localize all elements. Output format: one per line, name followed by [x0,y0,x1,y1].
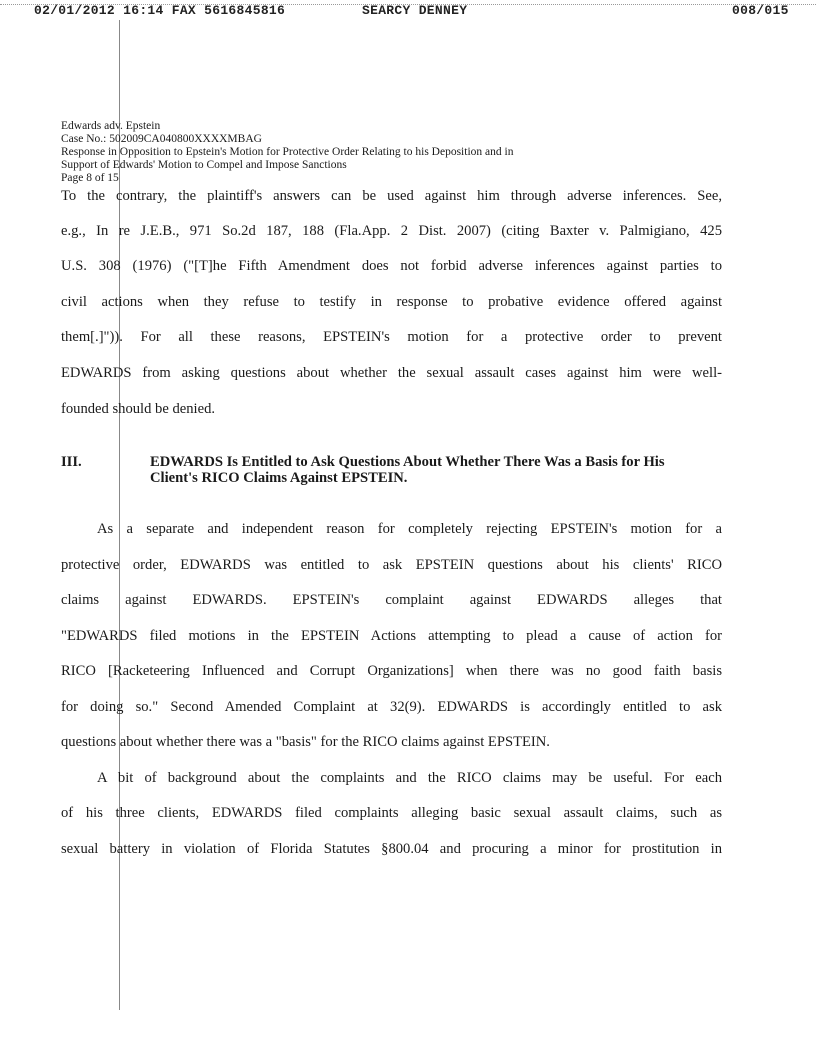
fax-datetime: 02/01/2012 16:14 FAX 5616845816 [34,3,286,18]
text-line: sexual battery in violation of Florida Statutes §800.04 and procuring a minor for prostitution in [61,841,722,857]
text-line: "EDWARDS filed motions in the EPSTEIN Actions attempting to plead a cause of action for [61,628,722,644]
fax-sender: SEARCY DENNEY [362,3,468,18]
text-line: U.S. 308 (1976) ("[T]he Fifth Amendment does not forbid adverse inferences against parties to [61,258,722,274]
fax-page-number: 008/015 [732,3,789,18]
text-line: RICO [Racketeering Influenced and Corrupt Organizations] when there was no good faith basis [61,663,722,679]
text-line: questions about whether there was a "basis" for the RICO claims against EPSTEIN. [61,734,550,750]
case-name: Edwards adv. Epstein [61,120,161,132]
text-line: A bit of background about the complaints and the RICO claims may be useful. For each [97,770,722,786]
text-line: EDWARDS from asking questions about whether the sexual assault cases against him were well- [61,365,722,381]
document-title-line2: Support of Edwards' Motion to Compel and Impose Sanctions [61,159,347,171]
text-line: them[.]")). For all these reasons, EPSTEIN's motion for a protective order to prevent [61,329,722,345]
text-line: e.g., In re J.E.B., 971 So.2d 187, 188 (Fla.App. 2 Dist. 2007) (citing Baxter v. Palmigiano, 425 [61,223,722,239]
document-title-line1: Response in Opposition to Epstein's Motion for Protective Order Relating to his Deposition and in [61,146,514,158]
text-line: of his three clients, EDWARDS filed complaints alleging basic sexual assault claims, such as [61,805,722,821]
text-line: protective order, EDWARDS was entitled to ask EPSTEIN questions about his clients' RICO [61,557,722,573]
section-number: III. [61,454,82,470]
text-line: founded should be denied. [61,401,216,417]
section-title-line2: Client's RICO Claims Against EPSTEIN. [150,470,408,486]
section-title-line1: EDWARDS Is Entitled to Ask Questions About Whether There Was a Basis for His [150,454,665,470]
page-indicator: Page 8 of 15 [61,172,119,184]
text-line: civil actions when they refuse to testify in response to probative evidence offered against [61,294,722,310]
text-line: claims against EDWARDS. EPSTEIN's complaint against EDWARDS alleges that [61,592,722,608]
case-number: Case No.: 502009CA040800XXXXMBAG [61,133,262,145]
text-line: As a separate and independent reason for completely rejecting EPSTEIN's motion for a [97,521,722,537]
text-line: for doing so." Second Amended Complaint at 32(9). EDWARDS is accordingly entitled to ask [61,699,722,715]
text-line: To the contrary, the plaintiff's answers can be used against him through adverse inferences. See, [61,188,722,204]
